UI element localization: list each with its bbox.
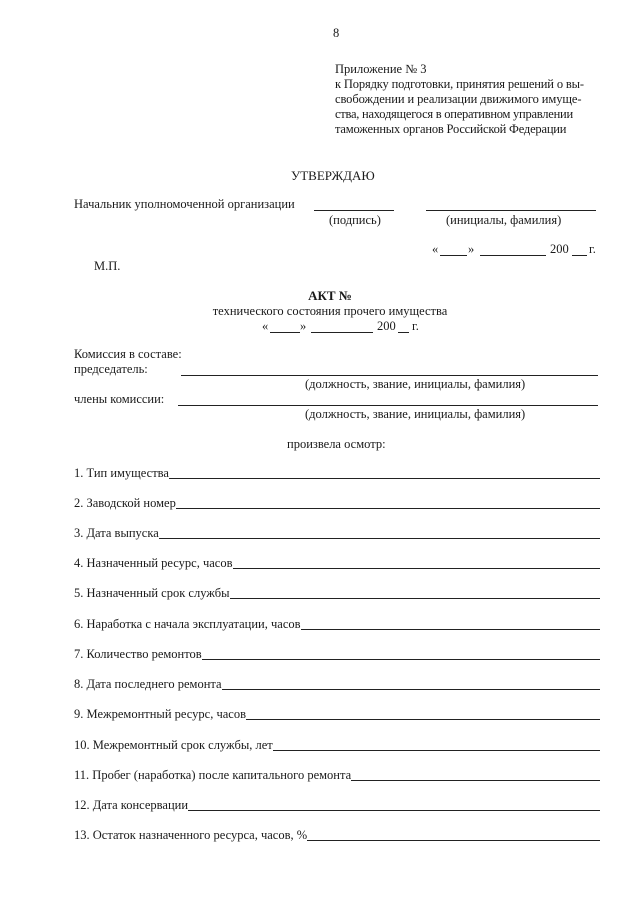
field-input-line[interactable] <box>169 478 600 479</box>
field-input-line[interactable] <box>301 629 600 630</box>
field-label: 5. Назначенный срок службы <box>74 586 230 600</box>
field-label: 1. Тип имущества <box>74 466 169 480</box>
act-date-open: « <box>262 319 269 333</box>
approval-date-close: » <box>468 242 475 256</box>
inspection-label: произвела осмотр: <box>287 437 386 451</box>
field-label: 12. Дата консервации <box>74 798 189 812</box>
appendix-line: ства, находящегося в оперативном управлении <box>335 107 573 121</box>
appendix-title: Приложение № 3 <box>335 62 427 76</box>
field-label: 11. Пробег (наработка) после капитального ремонта <box>74 768 352 782</box>
field-row[interactable] <box>74 616 600 632</box>
field-input-line[interactable] <box>202 659 600 660</box>
act-date-day-line[interactable] <box>270 332 300 333</box>
initials-caption: (инициалы, фамилия) <box>446 213 562 227</box>
approval-date-suffix: г. <box>589 242 596 256</box>
field-label: 10. Межремонтный срок службы, лет <box>74 738 273 752</box>
field-row[interactable] <box>74 585 600 601</box>
act-date-year: 200 <box>377 319 396 333</box>
field-input-line[interactable] <box>230 598 600 599</box>
members-caption: (должность, звание, инициалы, фамилия) <box>305 407 526 421</box>
field-input-line[interactable] <box>233 568 600 569</box>
field-label: 2. Заводской номер <box>74 496 176 510</box>
approval-date-open: « <box>432 242 439 256</box>
act-date-suffix: г. <box>412 319 419 333</box>
field-label: 6. Наработка с начала эксплуатации, часов <box>74 617 301 631</box>
field-input-line[interactable] <box>307 840 600 841</box>
field-row[interactable] <box>74 525 600 541</box>
field-row[interactable] <box>74 767 600 783</box>
signature-line[interactable] <box>314 210 394 211</box>
members-line[interactable] <box>178 405 598 406</box>
field-row[interactable] <box>74 827 600 843</box>
chair-caption: (должность, звание, инициалы, фамилия) <box>305 377 526 391</box>
approval-heading: УТВЕРЖДАЮ <box>291 168 375 183</box>
field-input-line[interactable] <box>188 810 600 811</box>
field-label: 9. Межремонтный ресурс, часов <box>74 707 246 721</box>
seal-mark: М.П. <box>94 259 121 273</box>
field-row[interactable] <box>74 706 600 722</box>
appendix-line: свобождении и реализации движимого имуще- <box>335 92 582 106</box>
field-row[interactable] <box>74 555 600 571</box>
field-label: 8. Дата последнего ремонта <box>74 677 222 691</box>
appendix-line: к Порядку подготовки, принятия решений о вы- <box>335 77 584 91</box>
field-row[interactable] <box>74 465 600 481</box>
approval-date-day-line[interactable] <box>440 255 467 256</box>
field-label: 4. Назначенный ресурс, часов <box>74 556 233 570</box>
act-title: АКТ № <box>308 288 352 303</box>
commission-intro: Комиссия в составе: <box>74 347 182 361</box>
approval-date-month-line[interactable] <box>480 255 546 256</box>
field-label: 7. Количество ремонтов <box>74 647 202 661</box>
field-input-line[interactable] <box>159 538 600 539</box>
act-subtitle: технического состояния прочего имущества <box>212 304 448 318</box>
field-row[interactable] <box>74 737 600 753</box>
field-input-line[interactable] <box>351 780 600 781</box>
field-row[interactable] <box>74 797 600 813</box>
act-date-month-line[interactable] <box>311 332 373 333</box>
act-date-close: » <box>300 319 307 333</box>
page-number: 8 <box>333 26 340 40</box>
field-input-line[interactable] <box>246 719 600 720</box>
field-row[interactable] <box>74 646 600 662</box>
chief-label: Начальник уполномоченной организации <box>74 197 295 211</box>
chair-line[interactable] <box>181 375 598 376</box>
field-input-line[interactable] <box>176 508 600 509</box>
field-label: 3. Дата выпуска <box>74 526 159 540</box>
field-label: 13. Остаток назначенного ресурса, часов, % <box>74 828 308 842</box>
chair-label: председатель: <box>74 362 148 376</box>
field-row[interactable] <box>74 676 600 692</box>
appendix-line: таможенных органов Российской Федерации <box>335 122 567 136</box>
act-date-year-line[interactable] <box>398 332 409 333</box>
approval-date-year: 200 <box>550 242 569 256</box>
members-label: члены комиссии: <box>74 392 165 406</box>
signature-caption: (подпись) <box>329 213 381 227</box>
field-input-line[interactable] <box>273 750 600 751</box>
field-row[interactable] <box>74 495 600 511</box>
initials-line[interactable] <box>426 210 596 211</box>
field-input-line[interactable] <box>222 689 600 690</box>
approval-date-year-line[interactable] <box>572 255 587 256</box>
